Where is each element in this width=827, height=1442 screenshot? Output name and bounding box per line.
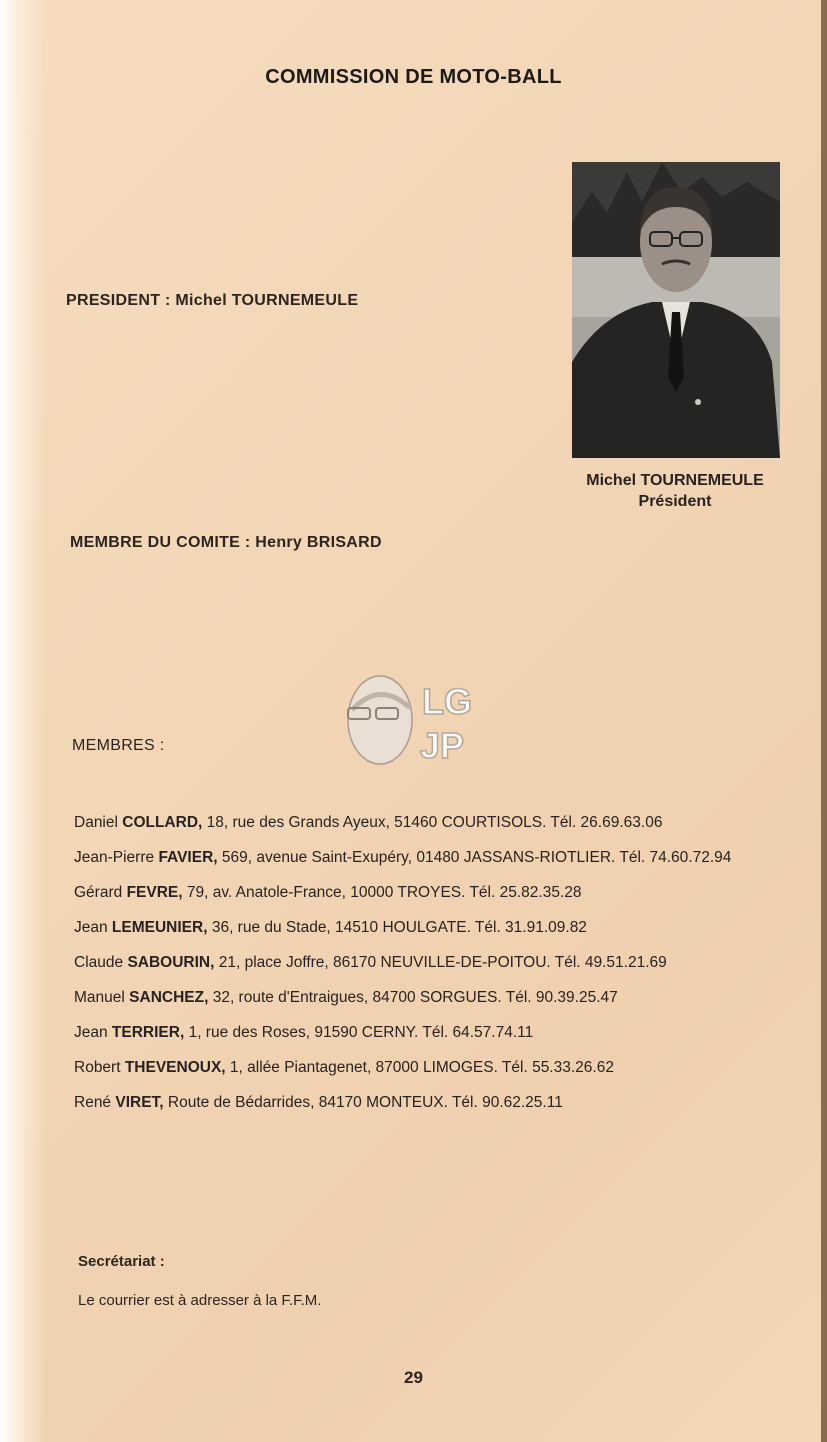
page-number: 29 [404, 1368, 423, 1387]
president-photo [572, 162, 780, 458]
page-title: COMMISSION DE MOTO-BALL [265, 66, 562, 88]
member-item: René VIRET, Route de Bédarrides, 84170 MONTEUX. Tél. 90.62.25.11 [74, 1094, 563, 1111]
comite-line [70, 534, 382, 552]
torn-left-edge [0, 0, 46, 1442]
comite-name: Henry BRISARD [255, 534, 382, 551]
secretariat-note: Le courrier est à adresser à la F.F.M. [78, 1292, 322, 1309]
member-item: Gérard FEVRE, 79, av. Anatole-France, 10000 TROYES. Tél. 25.82.35.28 [74, 884, 582, 901]
member-item: Jean TERRIER, 1, rue des Roses, 91590 CERNY. Tél. 64.57.74.11 [74, 1024, 534, 1041]
comite-label: MEMBRE DU COMITE : [70, 534, 251, 551]
members-list [74, 812, 794, 1127]
caption-name: Michel TOURNEMEULE [586, 472, 764, 489]
watermark-text-lg: LG [422, 681, 472, 722]
member-item: Jean LEMEUNIER, 36, rue du Stade, 14510 HOULGATE. Tél. 31.91.09.82 [74, 919, 587, 936]
watermark-text-jp: JP [420, 725, 465, 766]
secretariat-label: Secrétariat : [78, 1253, 165, 1270]
member-item: Robert THEVENOUX, 1, allée Piantagenet, 87000 LIMOGES. Tél. 55.33.26.62 [74, 1059, 614, 1076]
president-label: PRESIDENT : [66, 292, 171, 309]
member-item: Daniel COLLARD, 18, rue des Grands Ayeux, 51460 COURTISOLS. Tél. 26.69.63.06 [74, 814, 663, 831]
president-line [66, 292, 358, 310]
page-right-edge [821, 0, 827, 1442]
watermark-logo [340, 670, 490, 770]
member-item: Jean-Pierre FAVIER, 569, avenue Saint-Exupéry, 01480 JASSANS-RIOTLIER. Tél. 74.60.72.94 [74, 849, 732, 866]
member-item: Manuel SANCHEZ, 32, route d'Entraigues, 84700 SORGUES. Tél. 90.39.25.47 [74, 989, 618, 1006]
photo-caption [560, 470, 790, 512]
president-name: Michel TOURNEMEULE [175, 292, 359, 309]
member-item: Claude SABOURIN, 21, place Joffre, 86170 NEUVILLE-DE-POITOU. Tél. 49.51.21.69 [74, 954, 667, 971]
caption-role: Président [638, 493, 712, 510]
membres-label: MEMBRES : [72, 737, 165, 754]
